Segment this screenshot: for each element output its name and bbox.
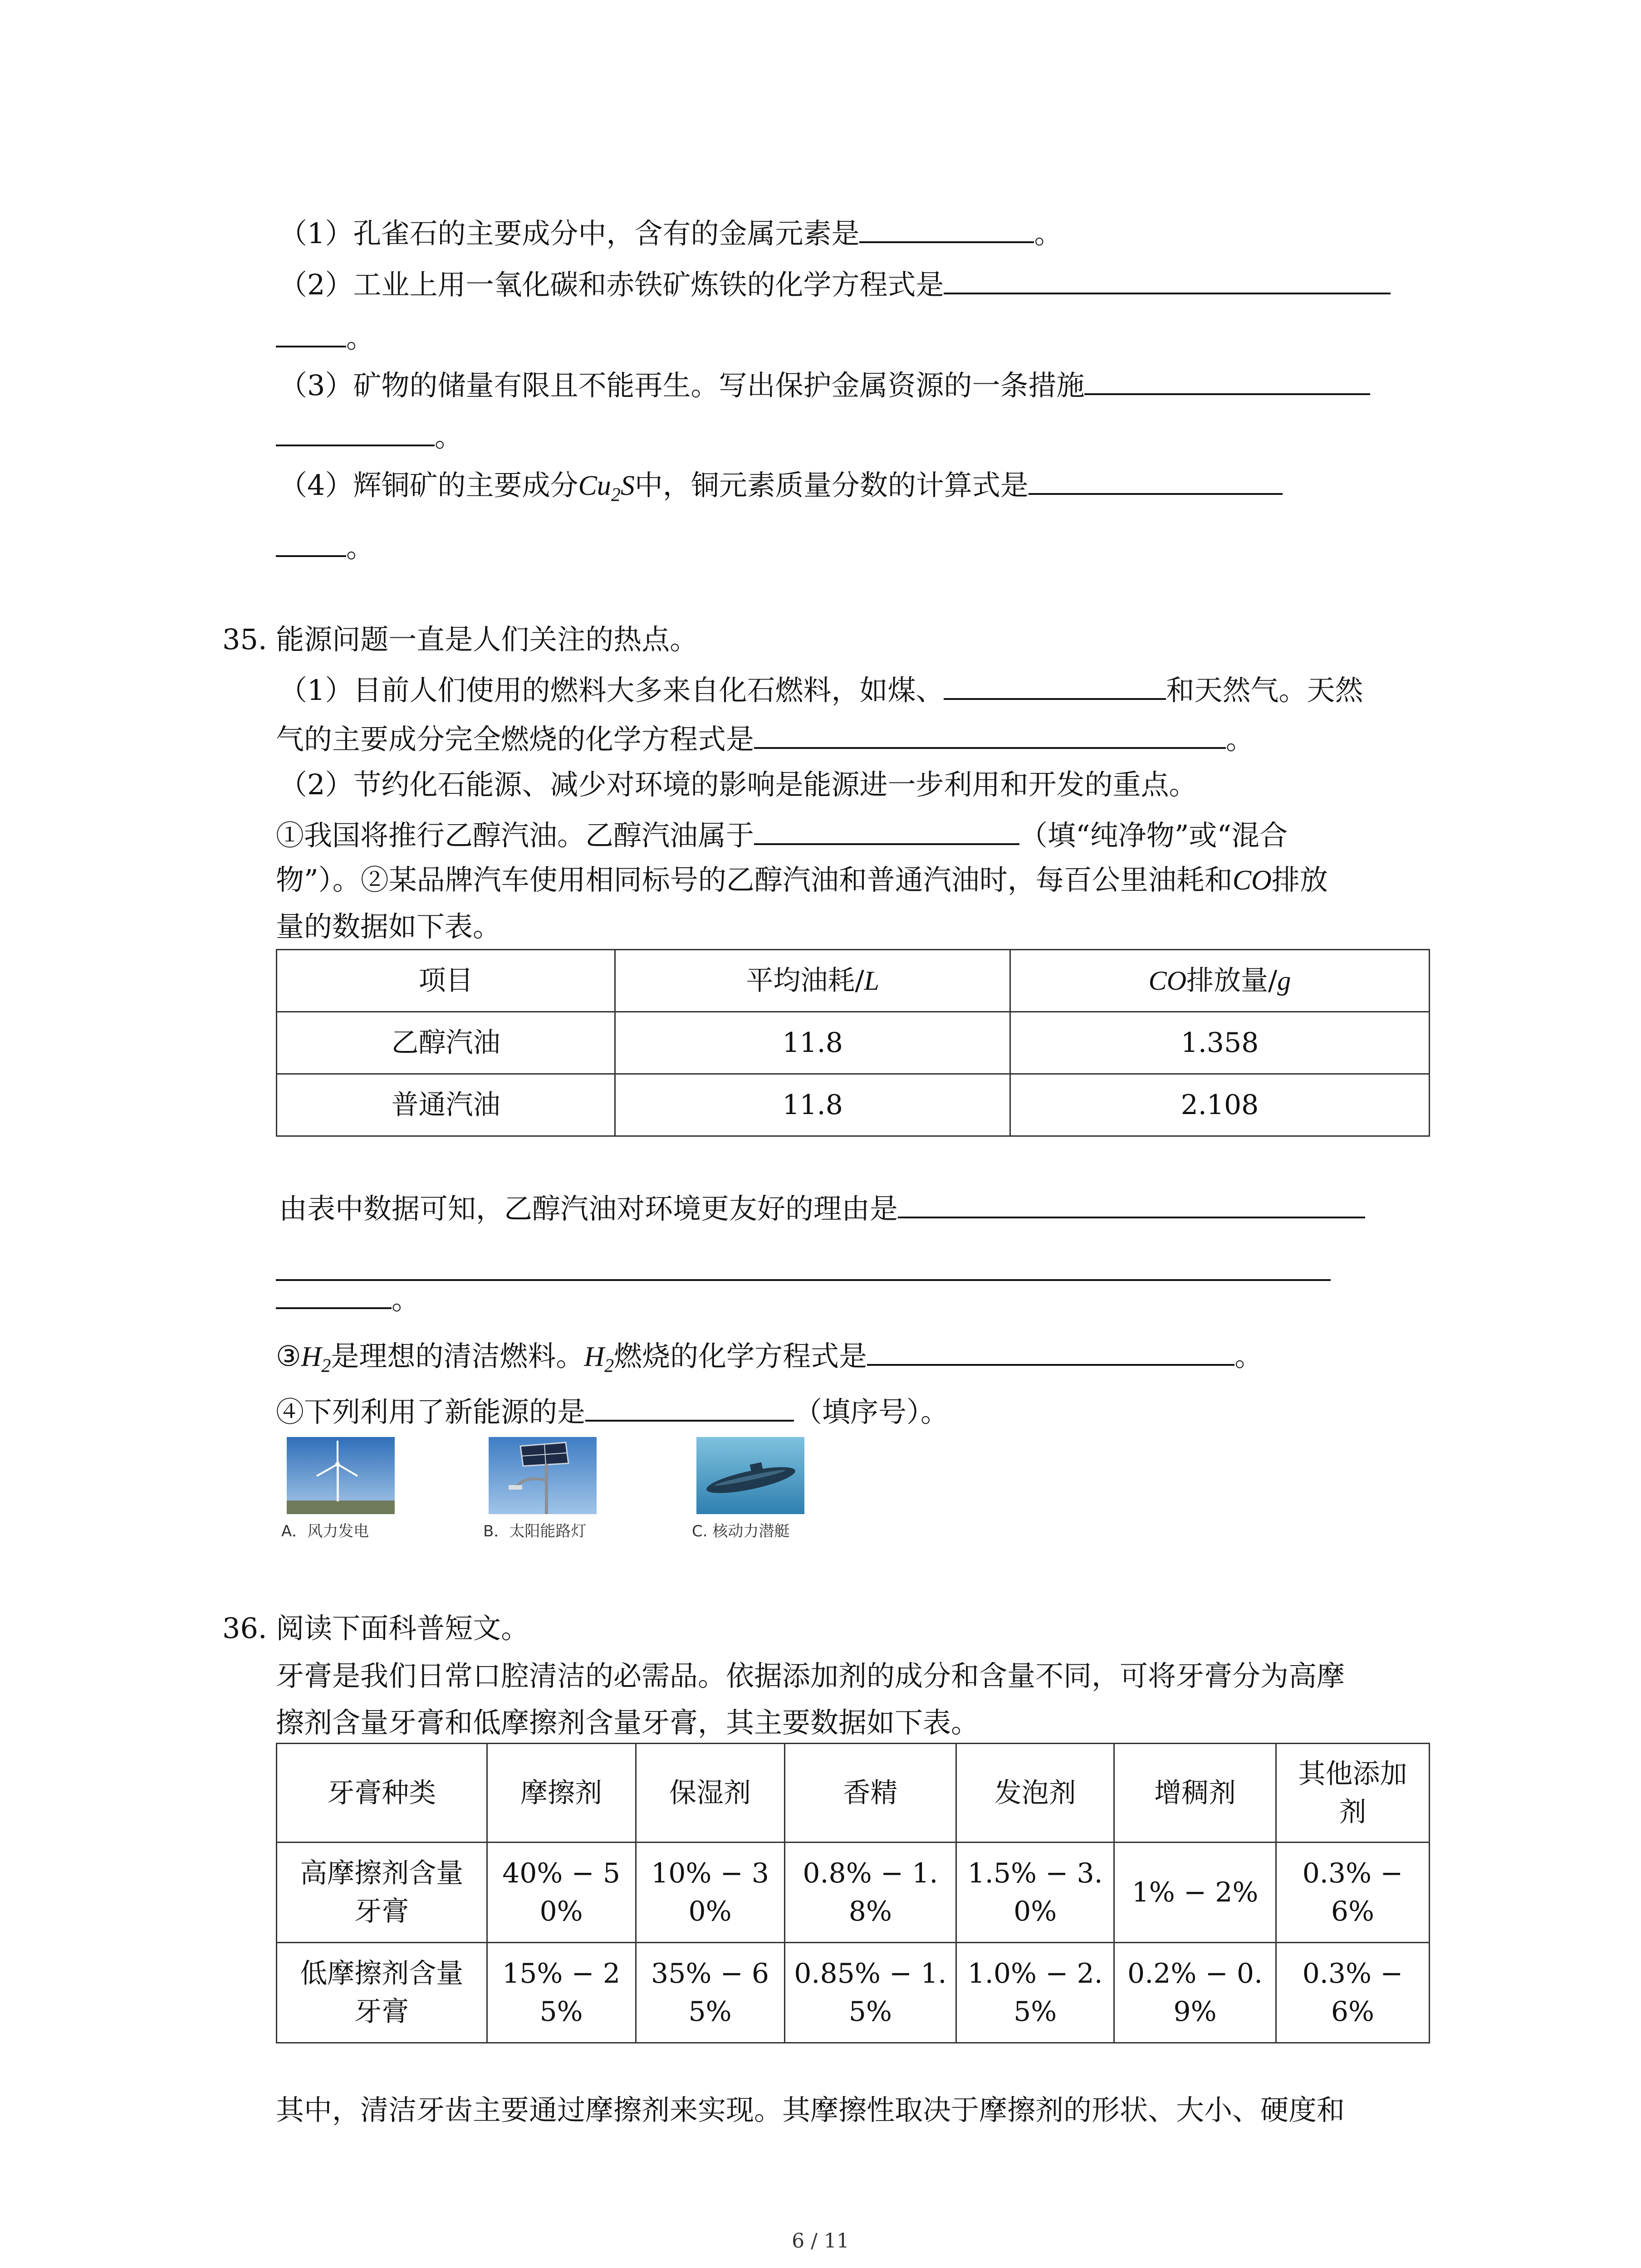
table-cell: 乙醇汽油	[277, 1012, 615, 1074]
table-cell: 高摩擦剂含量 牙膏	[277, 1843, 487, 1943]
table-header-row	[277, 950, 1430, 1012]
answer-blank[interactable]	[944, 670, 1166, 700]
q35-sub1-cont2: 量的数据如下表。	[276, 910, 501, 943]
fuel-data-table	[276, 949, 1430, 1137]
q35-part1: （1）目前人们使用的燃料大多来自化石燃料，如煤、 和天然气。天然	[279, 670, 1363, 709]
toothpaste-table	[276, 1743, 1430, 2043]
table-header-cell: 增稠剂	[1114, 1744, 1276, 1843]
q34-part3-cont: 。	[276, 416, 463, 455]
answer-blank[interactable]	[944, 264, 1391, 294]
table-cell: 0.8% − 1. 8%	[784, 1843, 956, 1943]
table-header-cell: 保湿剂	[636, 1744, 784, 1843]
table-header-cell: 其他添加 剂	[1276, 1744, 1429, 1843]
answer-blank[interactable]	[276, 416, 435, 446]
q36-intro-2: 擦剂含量牙膏和低摩擦剂含量牙膏，其主要数据如下表。	[276, 1706, 980, 1739]
table-row	[277, 1012, 1430, 1074]
table-cell: 1.0% − 2. 5%	[956, 1943, 1114, 2043]
q35-part1-cont: 气的主要成分完全燃烧的化学方程式是 。	[276, 719, 1254, 758]
answer-blank[interactable]	[867, 1336, 1234, 1366]
answer-blank[interactable]	[1029, 465, 1283, 495]
table-cell: 11.8	[615, 1012, 1010, 1074]
answer-blank[interactable]	[276, 1279, 392, 1309]
answer-blank[interactable]	[276, 527, 346, 557]
table-cell: 40% − 5 0%	[487, 1843, 636, 1943]
table-header-cell: 牙膏种类	[277, 1744, 487, 1843]
answer-blank[interactable]	[754, 719, 1226, 749]
table-cell: 0.3% − 6%	[1276, 1843, 1429, 1943]
q35-part2: （2）节约化石能源、减少对环境的影响是能源进一步利用和开发的重点。	[279, 768, 1197, 801]
table-cell: 普通汽油	[277, 1074, 615, 1136]
page-number: 6 / 11	[792, 2229, 849, 2253]
q34-part3: （3）矿物的储量有限且不能再生。写出保护金属资源的一条措施	[279, 365, 1370, 404]
q34-part4-cont: 。	[276, 527, 374, 566]
image-caption: A．风力发电	[281, 1522, 369, 1540]
q36-intro-1: 牙膏是我们日常口腔清洁的必需品。依据添加剂的成分和含量不同，可将牙膏分为高摩	[276, 1659, 1345, 1692]
q34-part1: （1）孔雀石的主要成分中，含有的金属元素是 。	[279, 213, 1062, 252]
q35-title: 35. 能源问题一直是人们关注的热点。	[222, 623, 698, 656]
table-cell: 15% − 2 5%	[487, 1943, 636, 2043]
table-cell: 10% − 3 0%	[636, 1843, 784, 1943]
answer-blank[interactable]	[585, 1392, 794, 1422]
table-header-row	[277, 1744, 1430, 1843]
q36-title: 36. 阅读下面科普短文。	[222, 1612, 529, 1645]
image-caption: C. 核动力潜艇	[692, 1522, 790, 1540]
table-cell: 低摩擦剂含量 牙膏	[277, 1943, 487, 2043]
table-cell: 11.8	[615, 1074, 1010, 1136]
q35-sub4: ④下列利用了新能源的是 （填序号）。	[276, 1392, 949, 1430]
answer-blank[interactable]	[859, 213, 1034, 243]
table-header-cell: 项目	[277, 950, 615, 1012]
table-header-cell: 发泡剂	[956, 1744, 1114, 1843]
q35-sub1: ①我国将推行乙醇汽油。乙醇汽油属于 （填“纯净物”或“混合	[276, 815, 1288, 854]
nuclear-submarine-icon	[696, 1437, 804, 1514]
q34-part2-cont: 。	[276, 318, 374, 356]
answer-blank[interactable]	[898, 1188, 1365, 1218]
answer-blank[interactable]	[1084, 365, 1370, 395]
table-header-cell: CO排放量/g	[1010, 950, 1429, 1012]
solar-street-light-icon	[489, 1437, 597, 1514]
table-cell: 1.358	[1010, 1012, 1429, 1074]
table-cell: 2.108	[1010, 1074, 1429, 1136]
answer-blank[interactable]	[276, 1279, 1331, 1281]
table-cell: 0.2% − 0. 9%	[1114, 1943, 1276, 2043]
wind-turbine-icon	[287, 1437, 395, 1514]
table-header-cell: 香精	[784, 1744, 956, 1843]
table-row	[277, 1074, 1430, 1136]
table-row	[277, 1843, 1430, 1943]
q35-reason-cont: 。	[276, 1279, 420, 1318]
q35-sub1-cont: 物”）。②某品牌汽车使用相同标号的乙醇汽油和普通汽油时，每百公里油耗和CO排放	[276, 863, 1328, 896]
q36-last-line: 其中，清洁牙齿主要通过摩擦剂来实现。其摩擦性取决于摩擦剂的形状、大小、硬度和	[276, 2093, 1345, 2126]
answer-blank[interactable]	[754, 815, 1019, 845]
table-cell: 1.5% − 3. 0%	[956, 1843, 1114, 1943]
table-cell: 1% − 2%	[1114, 1843, 1276, 1943]
table-header-cell: 摩擦剂	[487, 1744, 636, 1843]
q35-reason: 由表中数据可知，乙醇汽油对环境更友好的理由是	[279, 1188, 1365, 1227]
table-cell: 0.3% − 6%	[1276, 1943, 1429, 2043]
answer-blank[interactable]	[276, 318, 346, 347]
q34-part2: （2）工业上用一氧化碳和赤铁矿炼铁的化学方程式是	[279, 264, 1391, 303]
table-cell: 0.85% − 1. 5%	[784, 1943, 956, 2043]
image-caption: B．太阳能路灯	[483, 1522, 587, 1540]
q35-sub3: $③H_2$是理想的清洁燃料。$H_2$燃烧的化学方程式是 。	[276, 1336, 1263, 1384]
table-header-cell: 平均油耗/L	[615, 950, 1010, 1012]
table-cell: 35% − 6 5%	[636, 1943, 784, 2043]
q34-part4: （4）辉铜矿的主要成分$Cu_2S$中，铜元素质量分数的计算式是	[279, 465, 1283, 513]
table-row	[277, 1943, 1430, 2043]
